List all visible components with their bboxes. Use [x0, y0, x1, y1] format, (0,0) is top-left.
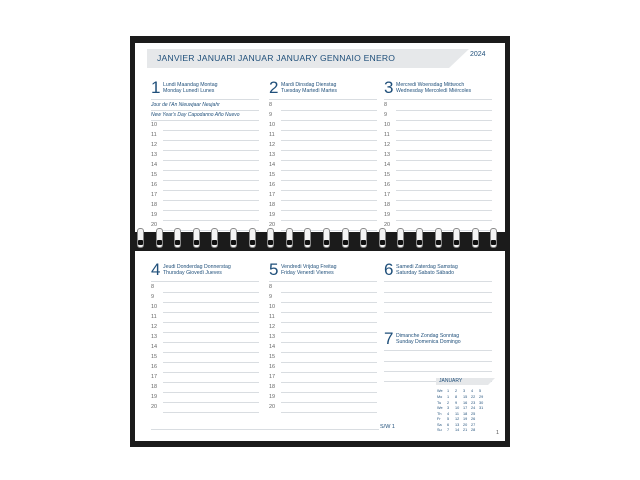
hour-label: 19	[151, 212, 158, 218]
rule-line	[396, 130, 492, 131]
rule-line	[163, 130, 259, 131]
hour-label: 15	[269, 172, 276, 178]
hour-label: 16	[151, 364, 158, 370]
spiral-binding	[131, 228, 509, 250]
spiral-loop	[286, 228, 293, 248]
rule-line	[281, 190, 377, 191]
hour-label: 18	[151, 202, 158, 208]
mini-calendar-day: 18	[463, 411, 468, 416]
spiral-loop	[416, 228, 423, 248]
spiral-hole	[231, 240, 236, 245]
day-names	[163, 264, 231, 277]
day-column-3	[384, 79, 492, 229]
rule-line	[163, 302, 259, 303]
rule-line	[281, 160, 377, 161]
holiday-label: Jour de l'An Nieuwjaar Neujahr	[151, 102, 220, 108]
hour-label: 14	[151, 162, 158, 168]
day-names	[163, 82, 218, 95]
rule-line	[151, 99, 259, 100]
mini-calendar-weekday: Sa	[437, 422, 442, 427]
hour-label: 11	[269, 132, 275, 138]
hour-label: 8	[269, 284, 273, 290]
hour-label: 13	[269, 334, 276, 340]
mini-calendar-day: 2	[447, 400, 450, 405]
spiral-hole	[324, 240, 329, 245]
spiral-loop	[490, 228, 497, 248]
mini-calendar-day: 29	[479, 395, 484, 399]
mini-calendar-day: 2	[455, 389, 458, 393]
day-names-line: Saturday Sabato Sábado	[396, 270, 454, 277]
hour-label: 13	[151, 334, 158, 340]
spiral-loop	[230, 228, 237, 248]
hour-label: 9	[384, 112, 388, 118]
spiral-hole	[436, 240, 441, 245]
day-names-line: Mardi Dinsdag Dienstag	[281, 82, 337, 88]
spiral-coil	[323, 228, 331, 250]
spiral-hole	[138, 240, 143, 245]
day-names	[281, 82, 337, 95]
rule-line	[281, 412, 377, 413]
mini-calendar-day: 14	[455, 428, 460, 432]
spiral-hole	[343, 240, 348, 245]
mini-calendar-weekday: Tu	[437, 400, 442, 405]
top-page	[135, 43, 505, 232]
day-names-line: Vendredi Vrijdag Freitag	[281, 264, 337, 270]
rule-line	[281, 352, 377, 353]
rule-line	[384, 281, 492, 282]
rule-line	[281, 332, 377, 333]
spiral-coil	[230, 228, 238, 250]
rule-line	[269, 281, 377, 282]
hour-label: 10	[269, 304, 276, 310]
spiral-hole	[473, 240, 478, 245]
spiral-coil	[472, 228, 480, 250]
day-column-2	[269, 79, 377, 229]
spiral-hole	[491, 240, 496, 245]
day-column-5	[269, 261, 377, 411]
spiral-hole	[380, 240, 385, 245]
rule-line	[396, 220, 492, 221]
rule-line	[281, 362, 377, 363]
day-names	[396, 82, 471, 95]
day-number: 7	[384, 329, 394, 348]
mini-calendar-day: 3	[463, 389, 466, 393]
spiral-hole	[417, 240, 422, 245]
spiral-loop	[472, 228, 479, 248]
rule-line	[163, 220, 259, 221]
hour-label: 13	[384, 152, 391, 158]
spiral-hole	[157, 240, 162, 245]
hour-label: 15	[384, 172, 391, 178]
rule-line	[163, 412, 259, 413]
rule-line	[396, 120, 492, 121]
spiral-loop	[137, 228, 144, 248]
rule-line	[281, 220, 377, 221]
day-number: 1	[151, 78, 161, 97]
day-names-line: Lundi Maandag Montag	[163, 82, 218, 88]
hour-label: 12	[269, 142, 276, 148]
spiral-coil	[435, 228, 443, 250]
spiral-loop	[156, 228, 163, 248]
day-names	[396, 264, 458, 277]
day-number: 6	[384, 260, 394, 279]
rule-line	[269, 99, 377, 100]
day-names	[396, 333, 461, 346]
spiral-hole	[361, 240, 366, 245]
day-number: 5	[269, 260, 279, 279]
rule-line	[163, 170, 259, 171]
rule-line	[163, 322, 259, 323]
rule-line	[384, 350, 492, 351]
spiral-coil	[416, 228, 424, 250]
spiral-loop	[211, 228, 218, 248]
spiral-coil	[397, 228, 405, 250]
hour-label: 20	[151, 222, 158, 228]
mini-calendar-day: 25	[471, 411, 476, 416]
rule-line	[281, 150, 377, 151]
page-number: 1	[496, 430, 500, 436]
spiral-loop	[267, 228, 274, 248]
hour-label: 13	[151, 152, 158, 158]
rule-line	[384, 302, 492, 303]
hour-label: 17	[151, 374, 158, 380]
hour-label: 10	[269, 122, 276, 128]
mini-calendar-weekday: Fr	[437, 417, 441, 421]
rule-line	[281, 392, 377, 393]
hour-label: 19	[151, 394, 158, 400]
day-names-line: Friday Venerdì Viernes	[281, 270, 334, 277]
mini-calendar-day: 9	[455, 400, 458, 405]
spiral-loop	[397, 228, 404, 248]
mini-calendar-weekday: We	[437, 389, 443, 393]
spiral-coil	[267, 228, 275, 250]
rule-line	[281, 200, 377, 201]
spiral-coil	[211, 228, 219, 250]
mini-calendar-weekday: Th	[437, 411, 442, 416]
rule-line	[163, 332, 259, 333]
hour-label: 9	[151, 294, 155, 300]
spiral-loop	[453, 228, 460, 248]
hour-label: 9	[269, 294, 273, 300]
mini-calendar-day: 24	[471, 406, 476, 410]
hour-label: 10	[384, 122, 391, 128]
spiral-hole	[287, 240, 292, 245]
rule-line	[281, 130, 377, 131]
rule-line	[163, 352, 259, 353]
day-names-line: Mercredi Woensdag Mittwoch	[396, 82, 465, 88]
spiral-hole	[398, 240, 403, 245]
spiral-hole	[194, 240, 199, 245]
rule-line	[163, 180, 259, 181]
day-names-line: Thursday Giovedì Jueves	[163, 270, 222, 277]
mini-calendar-day: 17	[463, 406, 468, 410]
hour-label: 15	[269, 354, 276, 360]
rule-line	[281, 170, 377, 171]
rule-line	[163, 210, 259, 211]
mini-calendar	[436, 378, 488, 434]
spiral-loop	[174, 228, 181, 248]
rule-line	[151, 429, 379, 430]
hour-label: 11	[151, 314, 157, 320]
hour-label: 10	[151, 122, 158, 128]
day-column-1	[151, 79, 259, 229]
rule-line	[163, 392, 259, 393]
rule-line	[281, 302, 377, 303]
hour-label: 17	[269, 192, 276, 198]
rule-line	[281, 210, 377, 211]
spiral-hole	[454, 240, 459, 245]
mini-calendar-day: 11	[455, 411, 459, 416]
rule-line	[163, 312, 259, 313]
spiral-coil	[174, 228, 182, 250]
mini-calendar-day: 5	[447, 417, 450, 421]
mini-calendar-day: 16	[463, 400, 468, 405]
hour-label: 16	[151, 182, 158, 188]
mini-calendar-day: 4	[447, 411, 450, 416]
hour-label: 12	[269, 324, 276, 330]
spiral-hole	[250, 240, 255, 245]
hour-label: 20	[269, 404, 276, 410]
mini-calendar-day: 23	[471, 400, 476, 405]
day-column-4	[151, 261, 259, 411]
day-names	[281, 264, 336, 277]
mini-calendar-day: 26	[471, 417, 476, 421]
spiral-coil	[342, 228, 350, 250]
rule-line	[396, 150, 492, 151]
mini-calendar-day: 1	[447, 395, 450, 399]
spiral-loop	[435, 228, 442, 248]
hour-label: 15	[151, 172, 158, 178]
spiral-hole	[268, 240, 273, 245]
spiral-coil	[156, 228, 164, 250]
mini-calendar-weekday: We	[437, 406, 443, 410]
hour-label: 15	[151, 354, 158, 360]
spiral-coil	[490, 228, 498, 250]
rule-line	[281, 312, 377, 313]
hour-label: 12	[151, 324, 158, 330]
mini-calendar-day: 10	[455, 406, 460, 410]
hour-label: 19	[384, 212, 391, 218]
day-names-line: Samedi Zaterdag Samstag	[396, 264, 458, 270]
rule-line	[163, 362, 259, 363]
rule-line	[163, 292, 259, 293]
mini-calendar-day: 20	[463, 422, 468, 427]
hour-label: 8	[269, 102, 273, 108]
rule-line	[281, 342, 377, 343]
hour-label: 11	[151, 132, 157, 138]
rule-line	[151, 120, 259, 121]
spiral-coil	[249, 228, 257, 250]
mini-calendar-day: 6	[447, 422, 450, 427]
day-names-line: Jeudi Donderdag Donnerstag	[163, 264, 231, 270]
rule-line	[163, 200, 259, 201]
rule-line	[163, 190, 259, 191]
mini-calendar-weekday: Mo	[437, 395, 443, 399]
rule-line	[396, 210, 492, 211]
day-number: 2	[269, 78, 279, 97]
spiral-hole	[212, 240, 217, 245]
mini-calendar-day: 19	[463, 417, 468, 421]
mini-calendar-day: 5	[479, 389, 482, 393]
spiral-loop	[323, 228, 330, 248]
rule-line	[151, 281, 259, 282]
day-names-line: Monday Lunedì Lunes	[163, 88, 215, 95]
spiral-hole	[175, 240, 180, 245]
hour-label: 8	[151, 284, 155, 290]
spiral-coil	[286, 228, 294, 250]
rule-line	[281, 110, 377, 111]
hour-label: 14	[269, 344, 276, 350]
hour-label: 18	[384, 202, 391, 208]
day-names-line: Wednesday Mercoledì Miércoles	[396, 88, 472, 95]
hour-label: 19	[269, 212, 276, 218]
spiral-loop	[304, 228, 311, 248]
spiral-loop	[193, 228, 200, 248]
mini-calendar-title: JANUARY	[436, 378, 488, 385]
rule-line	[396, 180, 492, 181]
day-number: 4	[151, 260, 161, 279]
hour-label: 10	[151, 304, 158, 310]
rule-line	[281, 292, 377, 293]
mini-calendar-day: 27	[471, 422, 476, 427]
mini-calendar-day: 12	[455, 417, 460, 421]
spiral-coil	[304, 228, 312, 250]
hour-label: 16	[269, 364, 276, 370]
day-column-6	[384, 261, 492, 321]
rule-line	[281, 180, 377, 181]
day-names-line: Sunday Domenica Domingo	[396, 339, 461, 346]
spiral-loop	[360, 228, 367, 248]
spiral-coil	[379, 228, 387, 250]
hour-label: 14	[384, 162, 391, 168]
rule-line	[151, 110, 259, 111]
mini-calendar-day: 4	[471, 389, 474, 393]
mini-calendar-day: 8	[455, 395, 458, 399]
week-label: S/W 1	[380, 424, 395, 430]
year-label: 2024	[470, 51, 486, 58]
mini-calendar-day: 21	[463, 428, 468, 432]
month-header: JANVIER JANUARI JANUAR JANUARY GENNAIO ENERO	[147, 49, 449, 68]
hour-label: 18	[269, 202, 276, 208]
hour-label: 18	[151, 384, 158, 390]
hour-label: 20	[384, 222, 391, 228]
hour-label: 20	[151, 404, 158, 410]
day-names-line: Tuesday Martedì Martes	[281, 88, 338, 95]
rule-line	[384, 292, 492, 293]
hour-label: 16	[384, 182, 391, 188]
rule-line	[281, 140, 377, 141]
mini-calendar-day: 1	[447, 389, 450, 393]
spiral-coil	[360, 228, 368, 250]
rule-line	[281, 402, 377, 403]
mini-calendar-tail	[488, 378, 495, 385]
mini-calendar-day: 7	[447, 428, 450, 432]
rule-line	[163, 402, 259, 403]
spiral-coil	[137, 228, 145, 250]
hour-label: 12	[151, 142, 158, 148]
spiral-hole	[305, 240, 310, 245]
rule-line	[396, 110, 492, 111]
hour-label: 9	[269, 112, 273, 118]
hour-label: 12	[384, 142, 391, 148]
mini-calendar-day: 30	[479, 400, 484, 405]
mini-calendar-day: 3	[447, 406, 450, 410]
rule-line	[163, 342, 259, 343]
hour-label: 14	[269, 162, 276, 168]
spiral-loop	[379, 228, 386, 248]
rule-line	[384, 312, 492, 313]
rule-line	[163, 372, 259, 373]
rule-line	[396, 200, 492, 201]
rule-line	[396, 160, 492, 161]
rule-line	[396, 190, 492, 191]
hour-label: 11	[384, 132, 390, 138]
rule-line	[281, 120, 377, 121]
rule-line	[163, 150, 259, 151]
day-names-line: Dimanche Zondag Sonntag	[396, 333, 460, 339]
hour-label: 14	[151, 344, 158, 350]
hour-label: 13	[269, 152, 276, 158]
holiday-label: New Year's Day Capodanno Año Nuevo	[151, 112, 240, 118]
rule-line	[384, 99, 492, 100]
hour-label: 17	[151, 192, 158, 198]
mini-calendar-weekday: Su	[437, 428, 442, 432]
hour-label: 11	[269, 314, 275, 320]
rule-line	[163, 140, 259, 141]
day-number: 3	[384, 78, 394, 97]
rule-line	[163, 382, 259, 383]
rule-line	[396, 170, 492, 171]
hour-label: 16	[269, 182, 276, 188]
rule-line	[163, 160, 259, 161]
mini-calendar-day: 15	[463, 395, 468, 399]
mini-calendar-day: 28	[471, 428, 476, 432]
rule-line	[281, 322, 377, 323]
mini-calendar-day: 31	[479, 406, 484, 410]
spiral-loop	[249, 228, 256, 248]
hour-label: 19	[269, 394, 276, 400]
rule-line	[281, 382, 377, 383]
hour-label: 8	[384, 102, 388, 108]
mini-calendar-day: 13	[455, 422, 460, 427]
hour-label: 20	[269, 222, 276, 228]
hour-label: 18	[269, 384, 276, 390]
mini-calendar-day: 22	[471, 395, 476, 399]
spiral-coil	[193, 228, 201, 250]
spiral-loop	[342, 228, 349, 248]
rule-line	[384, 371, 492, 372]
month-header-tail	[449, 49, 469, 68]
rule-line	[396, 140, 492, 141]
rule-line	[384, 361, 492, 362]
spiral-coil	[453, 228, 461, 250]
rule-line	[281, 372, 377, 373]
hour-label: 17	[384, 192, 391, 198]
hour-label: 17	[269, 374, 276, 380]
